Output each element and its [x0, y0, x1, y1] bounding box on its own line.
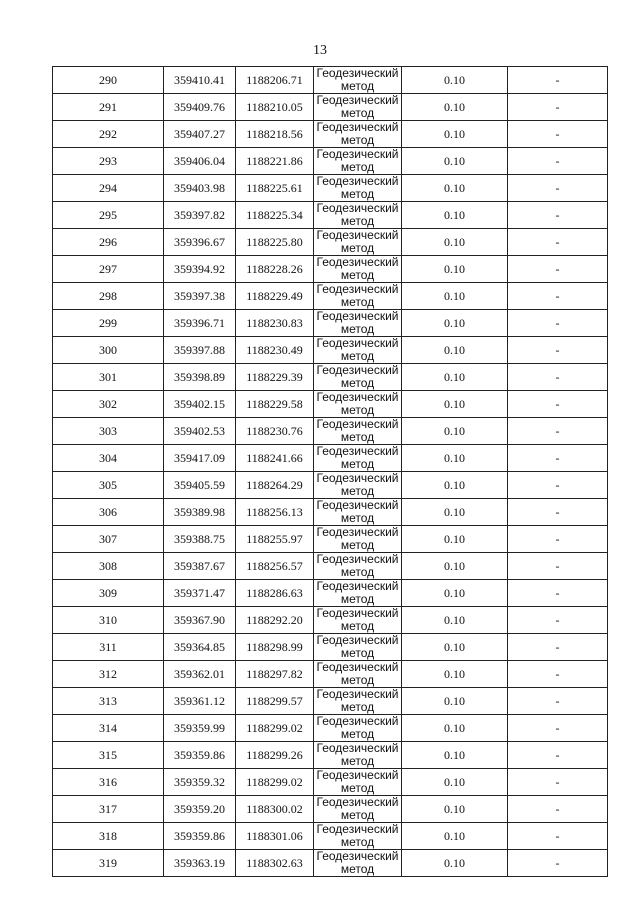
note-cell: -: [508, 391, 608, 418]
accuracy-cell: 0.10: [402, 634, 508, 661]
method-cell: [314, 202, 402, 229]
point-number-cell: 295: [53, 202, 164, 229]
method-cell: [314, 310, 402, 337]
x-coordinate-cell: 359364.85: [164, 634, 236, 661]
accuracy-cell: 0.10: [402, 796, 508, 823]
note-cell: -: [508, 94, 608, 121]
point-number-cell: 318: [53, 823, 164, 850]
method-cell: [314, 742, 402, 769]
point-number-cell: 310: [53, 607, 164, 634]
note-cell: -: [508, 634, 608, 661]
method-line-1: Геодезический: [316, 282, 399, 296]
accuracy-cell: 0.10: [402, 175, 508, 202]
note-cell: -: [508, 337, 608, 364]
method-cell: [314, 634, 402, 661]
note-cell: -: [508, 796, 608, 823]
y-coordinate-cell: 1188210.05: [236, 94, 314, 121]
table-row: [53, 769, 608, 796]
table-row: [53, 661, 608, 688]
y-coordinate-cell: 1188300.02: [236, 796, 314, 823]
method-line-1: Геодезический: [316, 255, 399, 269]
x-coordinate-cell: 359402.53: [164, 418, 236, 445]
method-line-1: Геодезический: [316, 552, 399, 566]
method-cell: [314, 526, 402, 553]
x-coordinate-cell: 359396.71: [164, 310, 236, 337]
method-line-1: Геодезический: [316, 768, 399, 782]
table-row: [53, 688, 608, 715]
method-line-2: метод: [340, 511, 375, 525]
method-line-2: метод: [340, 322, 375, 336]
y-coordinate-cell: 1188221.86: [236, 148, 314, 175]
y-coordinate-cell: 1188264.29: [236, 472, 314, 499]
y-coordinate-cell: 1188228.26: [236, 256, 314, 283]
accuracy-cell: 0.10: [402, 850, 508, 877]
accuracy-cell: 0.10: [402, 229, 508, 256]
point-number-cell: 290: [53, 67, 164, 94]
table-row: [53, 310, 608, 337]
x-coordinate-cell: 359359.20: [164, 796, 236, 823]
method-line-1: Геодезический: [316, 849, 399, 863]
method-line-1: Геодезический: [316, 444, 399, 458]
accuracy-cell: 0.10: [402, 94, 508, 121]
method-line-1: Геодезический: [316, 795, 399, 809]
point-number-cell: 291: [53, 94, 164, 121]
point-number-cell: 317: [53, 796, 164, 823]
method-cell: [314, 94, 402, 121]
method-cell: [314, 229, 402, 256]
x-coordinate-cell: 359359.99: [164, 715, 236, 742]
accuracy-cell: 0.10: [402, 688, 508, 715]
point-number-cell: 292: [53, 121, 164, 148]
method-cell: [314, 823, 402, 850]
point-number-cell: 307: [53, 526, 164, 553]
method-line-2: метод: [340, 106, 375, 120]
table-row: [53, 742, 608, 769]
page-number: 13: [313, 43, 327, 58]
method-cell: [314, 445, 402, 472]
method-line-2: метод: [340, 862, 375, 876]
method-line-1: Геодезический: [316, 120, 399, 134]
method-line-2: метод: [340, 295, 375, 309]
method-line-2: метод: [340, 457, 375, 471]
note-cell: -: [508, 229, 608, 256]
y-coordinate-cell: 1188206.71: [236, 67, 314, 94]
method-line-1: Геодезический: [316, 660, 399, 674]
accuracy-cell: 0.10: [402, 256, 508, 283]
x-coordinate-cell: 359409.76: [164, 94, 236, 121]
x-coordinate-cell: 359405.59: [164, 472, 236, 499]
method-line-1: Геодезический: [316, 822, 399, 836]
method-line-1: Геодезический: [316, 147, 399, 161]
accuracy-cell: 0.10: [402, 499, 508, 526]
method-line-2: метод: [340, 214, 375, 228]
method-cell: [314, 850, 402, 877]
method-line-1: Геодезический: [316, 201, 399, 215]
method-line-2: метод: [340, 727, 375, 741]
accuracy-cell: 0.10: [402, 580, 508, 607]
table-row: [53, 364, 608, 391]
method-line-1: Геодезический: [316, 309, 399, 323]
coordinates-table: [52, 66, 608, 877]
accuracy-cell: 0.10: [402, 661, 508, 688]
method-line-2: метод: [340, 538, 375, 552]
method-line-2: метод: [340, 673, 375, 687]
accuracy-cell: 0.10: [402, 202, 508, 229]
method-cell: [314, 418, 402, 445]
point-number-cell: 301: [53, 364, 164, 391]
table-row: [53, 472, 608, 499]
accuracy-cell: 0.10: [402, 121, 508, 148]
method-line-2: метод: [340, 403, 375, 417]
x-coordinate-cell: 359359.86: [164, 823, 236, 850]
point-number-cell: 314: [53, 715, 164, 742]
x-coordinate-cell: 359398.89: [164, 364, 236, 391]
method-cell: [314, 391, 402, 418]
y-coordinate-cell: 1188225.34: [236, 202, 314, 229]
point-number-cell: 316: [53, 769, 164, 796]
method-line-1: Геодезический: [316, 498, 399, 512]
point-number-cell: 298: [53, 283, 164, 310]
note-cell: -: [508, 67, 608, 94]
accuracy-cell: 0.10: [402, 742, 508, 769]
x-coordinate-cell: 359367.90: [164, 607, 236, 634]
method-cell: [314, 121, 402, 148]
point-number-cell: 302: [53, 391, 164, 418]
method-cell: [314, 580, 402, 607]
method-line-1: Геодезический: [316, 741, 399, 755]
note-cell: -: [508, 499, 608, 526]
point-number-cell: 319: [53, 850, 164, 877]
note-cell: -: [508, 580, 608, 607]
method-cell: [314, 661, 402, 688]
x-coordinate-cell: 359361.12: [164, 688, 236, 715]
note-cell: -: [508, 256, 608, 283]
method-line-2: метод: [340, 241, 375, 255]
note-cell: -: [508, 607, 608, 634]
y-coordinate-cell: 1188225.61: [236, 175, 314, 202]
point-number-cell: 300: [53, 337, 164, 364]
y-coordinate-cell: 1188229.39: [236, 364, 314, 391]
method-cell: [314, 175, 402, 202]
method-cell: [314, 796, 402, 823]
accuracy-cell: 0.10: [402, 472, 508, 499]
table-row: [53, 418, 608, 445]
accuracy-cell: 0.10: [402, 769, 508, 796]
x-coordinate-cell: 359410.41: [164, 67, 236, 94]
method-line-1: Геодезический: [316, 174, 399, 188]
method-cell: [314, 688, 402, 715]
method-line-1: Геодезический: [316, 687, 399, 701]
method-line-2: метод: [340, 133, 375, 147]
table-row: [53, 67, 608, 94]
table-row: [53, 94, 608, 121]
note-cell: -: [508, 283, 608, 310]
table-row: [53, 580, 608, 607]
note-cell: -: [508, 472, 608, 499]
method-line-2: метод: [340, 187, 375, 201]
y-coordinate-cell: 1188229.58: [236, 391, 314, 418]
y-coordinate-cell: 1188302.63: [236, 850, 314, 877]
note-cell: -: [508, 526, 608, 553]
table-row: [53, 337, 608, 364]
note-cell: -: [508, 148, 608, 175]
x-coordinate-cell: 359394.92: [164, 256, 236, 283]
method-line-1: Геодезический: [316, 579, 399, 593]
method-line-1: Геодезический: [316, 363, 399, 377]
method-line-1: Геодезический: [316, 606, 399, 620]
table-row: [53, 607, 608, 634]
method-line-1: Геодезический: [316, 66, 399, 80]
note-cell: -: [508, 688, 608, 715]
y-coordinate-cell: 1188256.57: [236, 553, 314, 580]
method-line-2: метод: [340, 646, 375, 660]
accuracy-cell: 0.10: [402, 337, 508, 364]
method-cell: [314, 715, 402, 742]
note-cell: -: [508, 742, 608, 769]
y-coordinate-cell: 1188298.99: [236, 634, 314, 661]
note-cell: -: [508, 661, 608, 688]
point-number-cell: 311: [53, 634, 164, 661]
method-cell: [314, 499, 402, 526]
method-cell: [314, 148, 402, 175]
x-coordinate-cell: 359387.67: [164, 553, 236, 580]
table-row: [53, 823, 608, 850]
table-row: [53, 715, 608, 742]
accuracy-cell: 0.10: [402, 553, 508, 580]
point-number-cell: 293: [53, 148, 164, 175]
note-cell: -: [508, 823, 608, 850]
accuracy-cell: 0.10: [402, 283, 508, 310]
accuracy-cell: 0.10: [402, 607, 508, 634]
point-number-cell: 312: [53, 661, 164, 688]
method-line-2: метод: [340, 484, 375, 498]
y-coordinate-cell: 1188218.56: [236, 121, 314, 148]
accuracy-cell: 0.10: [402, 364, 508, 391]
point-number-cell: 313: [53, 688, 164, 715]
method-line-1: Геодезический: [316, 390, 399, 404]
method-line-1: Геодезический: [316, 633, 399, 647]
point-number-cell: 308: [53, 553, 164, 580]
table-row: [53, 121, 608, 148]
table-row: [53, 553, 608, 580]
y-coordinate-cell: 1188225.80: [236, 229, 314, 256]
table-row: [53, 850, 608, 877]
note-cell: -: [508, 850, 608, 877]
y-coordinate-cell: 1188292.20: [236, 607, 314, 634]
x-coordinate-cell: 359396.67: [164, 229, 236, 256]
y-coordinate-cell: 1188230.49: [236, 337, 314, 364]
accuracy-cell: 0.10: [402, 823, 508, 850]
table-row: [53, 445, 608, 472]
note-cell: -: [508, 310, 608, 337]
note-cell: -: [508, 364, 608, 391]
accuracy-cell: 0.10: [402, 526, 508, 553]
x-coordinate-cell: 359359.86: [164, 742, 236, 769]
method-line-2: метод: [340, 160, 375, 174]
method-line-2: метод: [340, 808, 375, 822]
y-coordinate-cell: 1188230.76: [236, 418, 314, 445]
note-cell: -: [508, 418, 608, 445]
table-row: [53, 229, 608, 256]
method-cell: [314, 283, 402, 310]
y-coordinate-cell: 1188286.63: [236, 580, 314, 607]
point-number-cell: 297: [53, 256, 164, 283]
method-line-2: метод: [340, 835, 375, 849]
accuracy-cell: 0.10: [402, 445, 508, 472]
accuracy-cell: 0.10: [402, 310, 508, 337]
y-coordinate-cell: 1188256.13: [236, 499, 314, 526]
y-coordinate-cell: 1188299.57: [236, 688, 314, 715]
method-line-1: Геодезический: [316, 714, 399, 728]
method-line-2: метод: [340, 565, 375, 579]
x-coordinate-cell: 359403.98: [164, 175, 236, 202]
method-line-1: Геодезический: [316, 525, 399, 539]
x-coordinate-cell: 359371.47: [164, 580, 236, 607]
point-number-cell: 296: [53, 229, 164, 256]
y-coordinate-cell: 1188230.83: [236, 310, 314, 337]
y-coordinate-cell: 1188241.66: [236, 445, 314, 472]
table-row: [53, 202, 608, 229]
method-cell: [314, 553, 402, 580]
accuracy-cell: 0.10: [402, 67, 508, 94]
y-coordinate-cell: 1188299.02: [236, 715, 314, 742]
table-row: [53, 526, 608, 553]
coordinates-table-body: [53, 67, 608, 877]
x-coordinate-cell: 359417.09: [164, 445, 236, 472]
x-coordinate-cell: 359397.88: [164, 337, 236, 364]
method-line-2: метод: [340, 592, 375, 606]
point-number-cell: 305: [53, 472, 164, 499]
x-coordinate-cell: 359397.38: [164, 283, 236, 310]
point-number-cell: 304: [53, 445, 164, 472]
table-row: [53, 499, 608, 526]
method-cell: [314, 67, 402, 94]
x-coordinate-cell: 359402.15: [164, 391, 236, 418]
accuracy-cell: 0.10: [402, 391, 508, 418]
note-cell: -: [508, 769, 608, 796]
table-row: [53, 283, 608, 310]
x-coordinate-cell: 359359.32: [164, 769, 236, 796]
accuracy-cell: 0.10: [402, 418, 508, 445]
x-coordinate-cell: 359388.75: [164, 526, 236, 553]
method-line-2: метод: [340, 700, 375, 714]
point-number-cell: 306: [53, 499, 164, 526]
table-row: [53, 634, 608, 661]
accuracy-cell: 0.10: [402, 715, 508, 742]
method-cell: [314, 337, 402, 364]
accuracy-cell: 0.10: [402, 148, 508, 175]
table-row: [53, 391, 608, 418]
method-line-2: метод: [340, 79, 375, 93]
table-row: [53, 148, 608, 175]
method-line-1: Геодезический: [316, 471, 399, 485]
method-cell: [314, 769, 402, 796]
point-number-cell: 315: [53, 742, 164, 769]
method-line-2: метод: [340, 268, 375, 282]
note-cell: -: [508, 715, 608, 742]
method-line-1: Геодезический: [316, 93, 399, 107]
method-cell: [314, 472, 402, 499]
y-coordinate-cell: 1188229.49: [236, 283, 314, 310]
point-number-cell: 303: [53, 418, 164, 445]
x-coordinate-cell: 359363.19: [164, 850, 236, 877]
y-coordinate-cell: 1188299.02: [236, 769, 314, 796]
y-coordinate-cell: 1188299.26: [236, 742, 314, 769]
method-line-2: метод: [340, 349, 375, 363]
y-coordinate-cell: 1188297.82: [236, 661, 314, 688]
method-cell: [314, 607, 402, 634]
point-number-cell: 309: [53, 580, 164, 607]
note-cell: -: [508, 445, 608, 472]
method-line-2: метод: [340, 376, 375, 390]
method-line-1: Геодезический: [316, 417, 399, 431]
method-line-1: Геодезический: [316, 336, 399, 350]
note-cell: -: [508, 202, 608, 229]
x-coordinate-cell: 359389.98: [164, 499, 236, 526]
method-line-2: метод: [340, 754, 375, 768]
x-coordinate-cell: 359406.04: [164, 148, 236, 175]
x-coordinate-cell: 359407.27: [164, 121, 236, 148]
x-coordinate-cell: 359362.01: [164, 661, 236, 688]
table-row: [53, 256, 608, 283]
point-number-cell: 294: [53, 175, 164, 202]
method-line-1: Геодезический: [316, 228, 399, 242]
point-number-cell: 299: [53, 310, 164, 337]
table-row: [53, 175, 608, 202]
note-cell: -: [508, 175, 608, 202]
method-line-2: метод: [340, 781, 375, 795]
note-cell: -: [508, 121, 608, 148]
y-coordinate-cell: 1188255.97: [236, 526, 314, 553]
y-coordinate-cell: 1188301.06: [236, 823, 314, 850]
method-cell: [314, 364, 402, 391]
table-row: [53, 796, 608, 823]
note-cell: -: [508, 553, 608, 580]
method-line-2: метод: [340, 430, 375, 444]
x-coordinate-cell: 359397.82: [164, 202, 236, 229]
method-line-2: метод: [340, 619, 375, 633]
method-cell: [314, 256, 402, 283]
